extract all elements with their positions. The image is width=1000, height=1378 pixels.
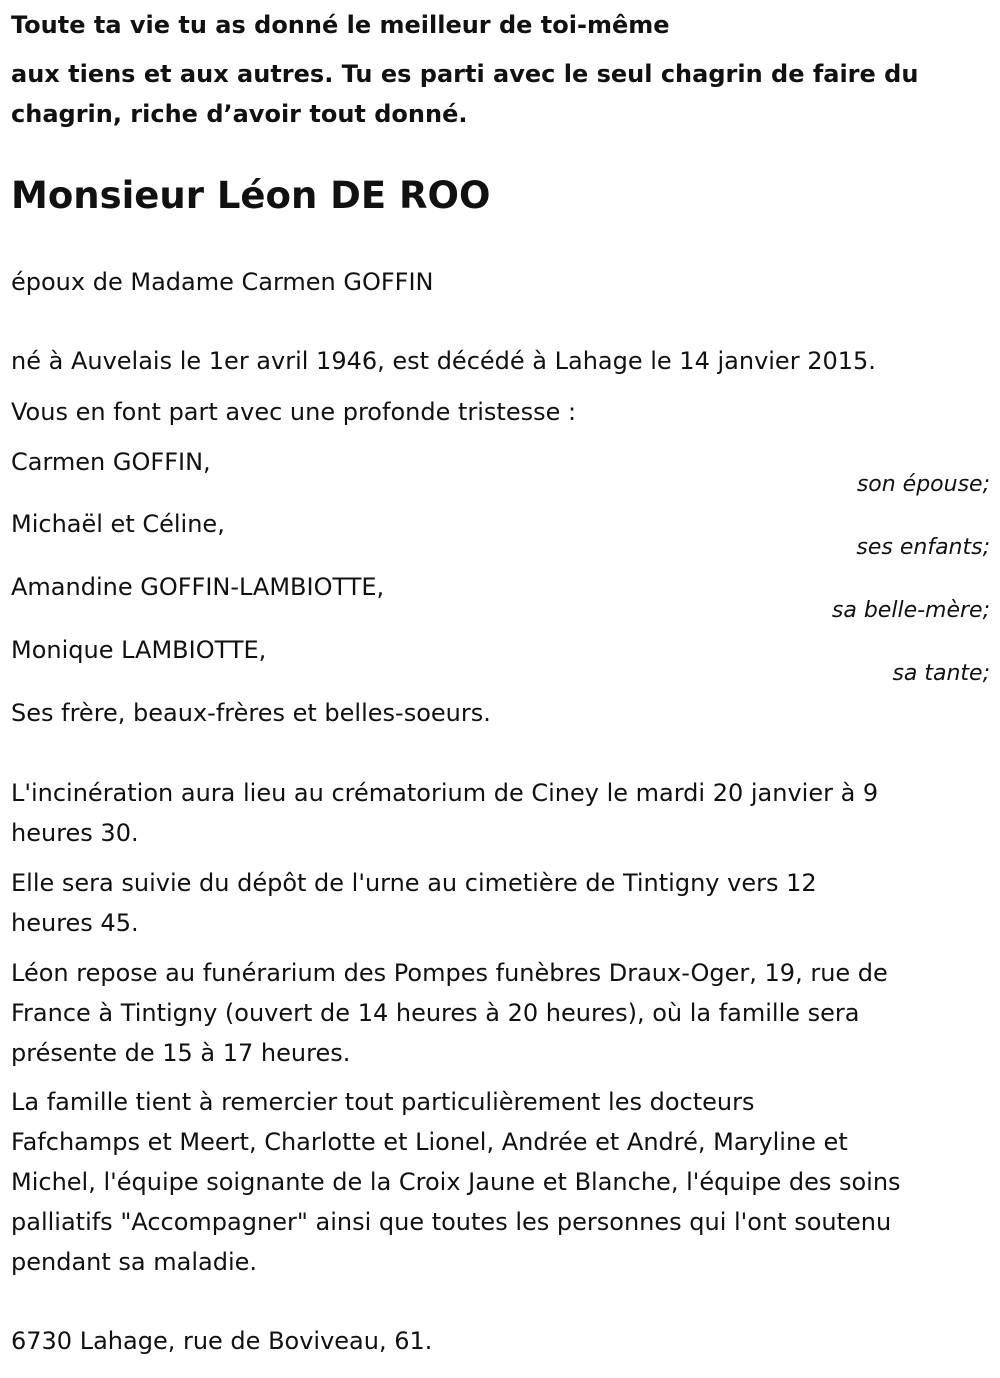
family-member-role: sa belle-mère;: [831, 598, 990, 623]
thanks-line-1: La famille tient à remercier tout particulièrement les docteurs: [11, 1088, 755, 1116]
address: 6730 Lahage, rue de Boviveau, 61.: [11, 1327, 433, 1355]
family-member-name: Michaël et Céline,: [11, 510, 225, 538]
funerarium-line-1: Léon repose au funérarium des Pompes funèbres Draux-Oger, 19, rue de: [11, 959, 888, 987]
family-member-name: Monique LAMBIOTTE,: [11, 636, 267, 664]
incineration-line-2: heures 30.: [11, 819, 139, 847]
thanks-line-5: pendant sa maladie.: [11, 1248, 257, 1276]
thanks-line-3: Michel, l'équipe soignante de la Croix Jaune et Blanche, l'équipe des soins: [11, 1168, 901, 1196]
birth-death-line: né à Auvelais le 1er avril 1946, est décédé à Lahage le 14 janvier 2015.: [11, 347, 876, 375]
poem-line-1: Toute ta vie tu as donné le meilleur de toi-même: [11, 11, 670, 39]
family-member-role: ses enfants;: [856, 535, 990, 560]
urn-line-2: heures 45.: [11, 909, 139, 937]
other-relatives: Ses frère, beaux-frères et belles-soeurs.: [11, 699, 491, 727]
family-member-role: sa tante;: [892, 661, 990, 686]
urn-line-1: Elle sera suivie du dépôt de l'urne au cimetière de Tintigny vers 12: [11, 869, 817, 897]
incineration-line-1: L'incinération aura lieu au crématorium de Ciney le mardi 20 janvier à 9: [11, 779, 879, 807]
poem-line-3: chagrin, riche d’avoir tout donné.: [11, 100, 468, 128]
family-member-role: son épouse;: [856, 472, 990, 497]
family-member-name: Carmen GOFFIN,: [11, 448, 211, 476]
poem-line-2: aux tiens et aux autres. Tu es parti avec le seul chagrin de faire du: [11, 60, 919, 88]
announcement-intro: Vous en font part avec une profonde tristesse :: [11, 398, 577, 426]
thanks-line-2: Fafchamps et Meert, Charlotte et Lionel, Andrée et André, Maryline et: [11, 1128, 848, 1156]
funerarium-line-2: France à Tintigny (ouvert de 14 heures à 20 heures), où la famille sera: [11, 999, 860, 1027]
spouse-line: époux de Madame Carmen GOFFIN: [11, 268, 434, 296]
deceased-name: Monsieur Léon DE ROO: [11, 174, 491, 217]
funerarium-line-3: présente de 15 à 17 heures.: [11, 1039, 351, 1067]
family-member-name: Amandine GOFFIN-LAMBIOTTE,: [11, 573, 385, 601]
thanks-line-4: palliatifs "Accompagner" ainsi que toutes les personnes qui l'ont soutenu: [11, 1208, 892, 1236]
